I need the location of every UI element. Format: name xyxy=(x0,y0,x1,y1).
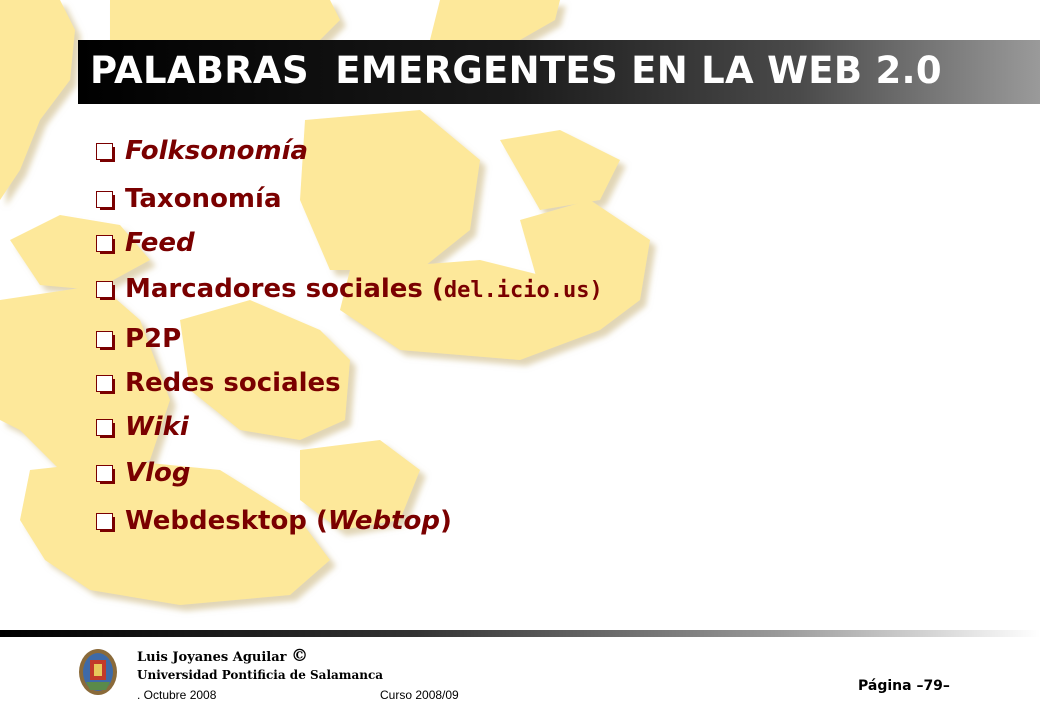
bullet-item: Wiki xyxy=(96,404,189,450)
hollow-square-bullet-icon xyxy=(96,331,113,348)
hollow-square-bullet-icon xyxy=(96,513,113,530)
hollow-square-bullet-icon xyxy=(96,143,113,160)
hollow-square-bullet-icon xyxy=(96,191,113,208)
bullet-item: Folksonomía xyxy=(96,128,308,174)
map-shape xyxy=(430,0,560,40)
map-shape xyxy=(300,110,480,270)
hollow-square-bullet-icon xyxy=(96,235,113,252)
bullet-item: Marcadores sociales (del.icio.us) xyxy=(96,266,603,312)
footer-date: . Octubre 2008 xyxy=(137,688,217,702)
footer-author: Luis Joyanes Aguilar © xyxy=(137,646,309,666)
footer-university: Universidad Pontificia de Salamanca xyxy=(137,668,384,682)
hollow-square-bullet-icon xyxy=(96,281,113,298)
map-shape xyxy=(0,0,75,200)
footer-divider xyxy=(0,630,1040,637)
bullet-item: Redes sociales xyxy=(96,360,341,406)
bullet-item: Feed xyxy=(96,220,195,266)
page-number: Página –79– xyxy=(858,678,950,694)
bullet-item: Taxonomía xyxy=(96,176,281,222)
slide-title: PALABRAS EMERGENTES EN LA WEB 2.0 xyxy=(90,49,942,92)
bullet-item: Vlog xyxy=(96,450,191,496)
map-shape xyxy=(110,0,340,40)
hollow-square-bullet-icon xyxy=(96,419,113,436)
bullet-item: Webdesktop (Webtop) xyxy=(96,498,452,544)
map-shape xyxy=(500,130,620,210)
hollow-square-bullet-icon xyxy=(96,465,113,482)
university-seal-icon xyxy=(78,648,118,696)
footer-course: Curso 2008/09 xyxy=(380,688,459,702)
bullet-item: P2P xyxy=(96,316,181,362)
hollow-square-bullet-icon xyxy=(96,375,113,392)
title-bar xyxy=(78,40,1040,104)
